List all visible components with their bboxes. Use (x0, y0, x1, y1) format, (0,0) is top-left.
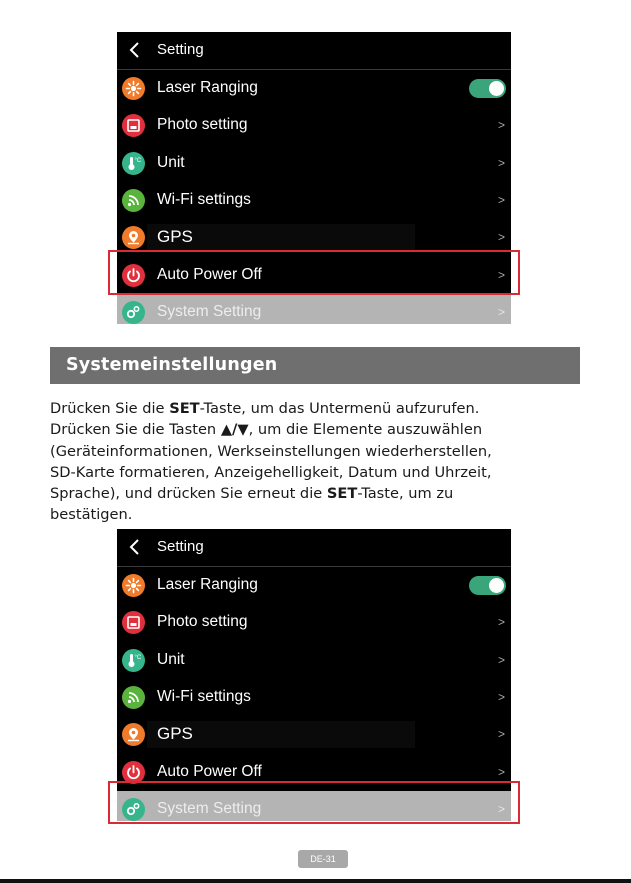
chevron-right-icon: > (497, 304, 505, 319)
photo-icon (122, 611, 145, 634)
highlight-frame-auto-power-off (108, 250, 520, 295)
menu-item-laser-ranging[interactable] (117, 567, 511, 604)
menu-item-unit[interactable] (117, 145, 511, 182)
section-header-bar (50, 347, 580, 384)
chevron-right-icon: > (497, 764, 505, 779)
gps-icon (122, 226, 145, 249)
menu-item-label: Unit (157, 650, 185, 668)
system-icon (122, 301, 145, 324)
menu-item-system-setting[interactable] (117, 294, 511, 324)
section-title: Systemeinstellungen (66, 355, 278, 375)
menu-item-label: GPS (157, 724, 193, 744)
screen-title: Setting (157, 538, 204, 555)
svg-text:°C: °C (134, 157, 142, 164)
chevron-right-icon: > (497, 652, 505, 667)
menu-item-label: Unit (157, 153, 185, 171)
menu-item-label: System Setting (157, 302, 262, 320)
page-bottom-rule (0, 879, 631, 883)
wifi-icon (122, 686, 145, 709)
instruction-segment: (Geräteinformationen, Werkseinstellungen wiederherstellen, (50, 442, 492, 460)
back-arrow-icon[interactable] (126, 39, 144, 61)
instruction-key: SET (169, 400, 200, 417)
chevron-right-icon: > (497, 192, 505, 207)
photo-icon (122, 114, 145, 137)
screen-header (117, 529, 511, 565)
settings-screen-bottom (117, 529, 511, 821)
screen-header (117, 32, 511, 68)
instruction-segment: bestätigen. (50, 506, 133, 524)
instruction-segment: , um die Elemente auszuwählen (248, 421, 483, 439)
chevron-right-icon: > (497, 727, 505, 742)
laser-icon (122, 574, 145, 597)
menu-item-label: Auto Power Off (157, 762, 262, 780)
menu-item-label: Laser Ranging (157, 79, 258, 96)
back-arrow-icon[interactable] (126, 536, 144, 558)
gps-icon (122, 723, 145, 746)
menu-item-wi-fi-settings[interactable] (117, 679, 511, 716)
instruction-line (50, 441, 590, 462)
chevron-right-icon: > (497, 155, 505, 170)
menu-item-gps[interactable] (117, 716, 511, 753)
laser-ranging-toggle[interactable] (469, 576, 506, 595)
menu-item-photo-setting[interactable] (117, 604, 511, 641)
menu-item-label: Auto Power Off (157, 265, 262, 283)
highlight-frame-system-setting (108, 781, 520, 824)
instruction-line (50, 462, 590, 483)
svg-text:°C: °C (134, 654, 142, 661)
instruction-line (50, 483, 590, 504)
menu-item-photo-setting[interactable] (117, 107, 511, 144)
menu-item-label: Wi-Fi settings (157, 687, 251, 705)
instruction-segment: Sprache), und drücken Sie erneut die (50, 485, 327, 503)
menu-item-label: System Setting (157, 799, 262, 817)
menu-item-label: Photo setting (157, 613, 248, 631)
instruction-segment: Drücken Sie die (50, 400, 170, 417)
instruction-segment: -Taste, um das Untermenü aufzurufen. (199, 400, 480, 417)
menu-item-label: Laser Ranging (157, 576, 258, 593)
chevron-right-icon: > (497, 689, 505, 704)
chevron-right-icon: > (497, 267, 505, 282)
unit-icon (122, 152, 145, 175)
instruction-line (50, 398, 590, 419)
menu-item-laser-ranging[interactable] (117, 70, 511, 107)
laser-icon (122, 77, 145, 100)
menu-item-label: Photo setting (157, 116, 248, 134)
menu-item-wi-fi-settings[interactable] (117, 182, 511, 219)
instruction-text (50, 398, 590, 526)
instruction-key: SET (326, 485, 358, 503)
menu-item-label: Wi-Fi settings (157, 190, 251, 208)
menu-item-label: GPS (157, 227, 193, 247)
chevron-right-icon: > (497, 801, 505, 816)
screen-title: Setting (157, 41, 204, 58)
toggle-knob (489, 578, 504, 593)
toggle-knob (489, 81, 504, 96)
laser-ranging-toggle[interactable] (469, 79, 506, 98)
instruction-segment: Drücken Sie die Tasten (50, 421, 221, 439)
chevron-right-icon: > (497, 615, 505, 630)
menu-item-unit[interactable] (117, 642, 511, 679)
unit-icon (122, 649, 145, 672)
instruction-key: ▲/▼ (220, 421, 249, 439)
chevron-right-icon: > (497, 230, 505, 245)
chevron-right-icon: > (497, 118, 505, 133)
instruction-segment: -Taste, um zu (357, 485, 454, 503)
instruction-segment: SD-Karte formatieren, Anzeigehelligkeit, Datum und Uhrzeit, (50, 463, 492, 481)
wifi-icon (122, 189, 145, 212)
instruction-line (50, 504, 590, 525)
page-number-badge: DE-31 (298, 850, 348, 868)
instruction-line (50, 419, 590, 440)
